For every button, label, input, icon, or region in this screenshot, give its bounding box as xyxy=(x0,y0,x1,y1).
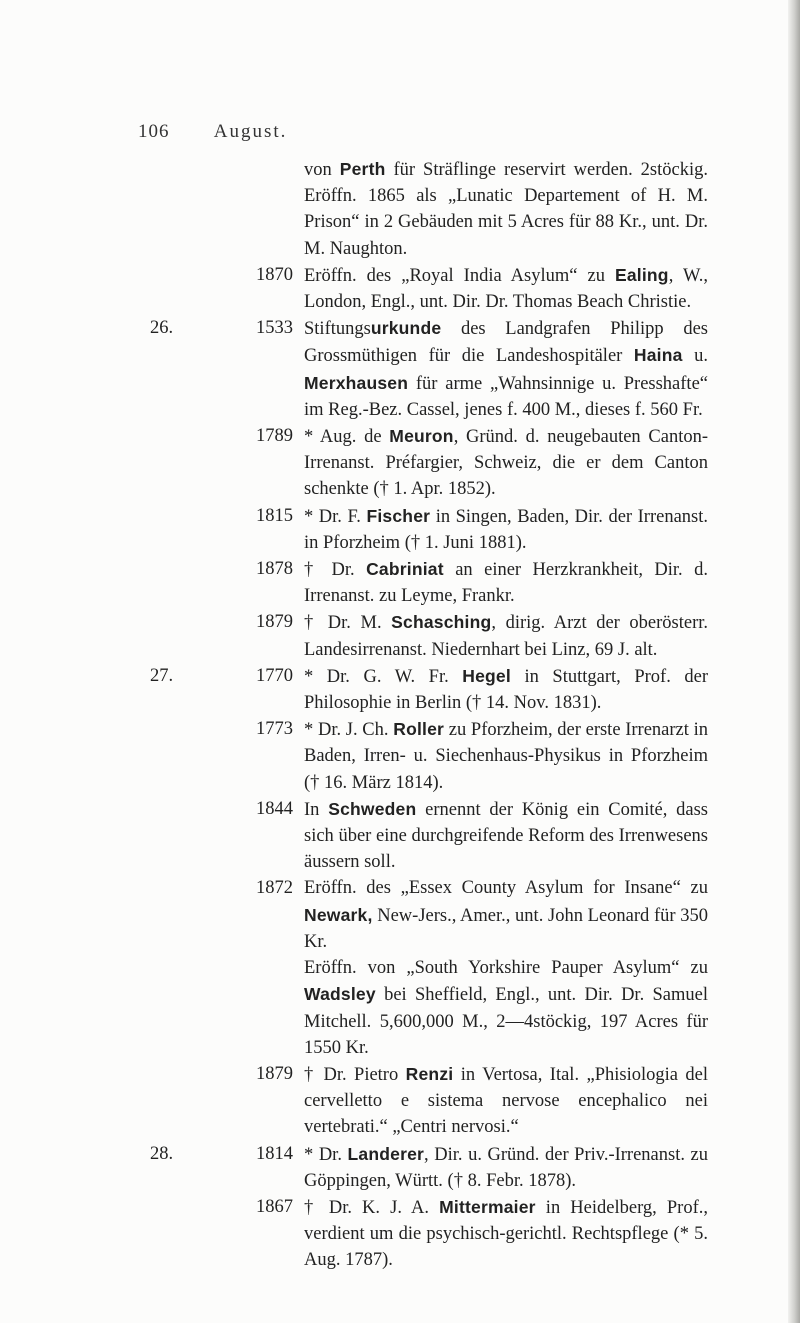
entry xyxy=(0,1141,800,1194)
entry xyxy=(0,423,800,503)
entry-text xyxy=(304,875,708,955)
entry-text-run: † Dr. K. J. A. xyxy=(304,1197,440,1218)
entry-year: 1872 xyxy=(256,878,293,899)
entry-text-run: Eröffn. des „Essex County Asylum for Insane“ zu xyxy=(304,878,708,899)
running-head-month: August. xyxy=(213,121,288,142)
entry-text-run: * Dr. F. xyxy=(304,506,367,527)
entry-text xyxy=(304,556,708,609)
entry-text-run: ernennt der König ein Comité, dass sich über eine durchgreifende Reform des Irrenwesens äussern soll. xyxy=(304,799,708,873)
entry-text-run: * Dr. J. Ch. xyxy=(304,720,394,741)
entry xyxy=(0,315,800,423)
entry-text-run: † Dr. xyxy=(304,560,367,581)
entry-name-highlight: Perth xyxy=(339,159,386,179)
entry-name-highlight: Cabriniat xyxy=(366,559,444,580)
entry-year: 1815 xyxy=(256,505,293,526)
entry-name-highlight: Hegel xyxy=(462,665,511,686)
entry-text-run: bei Sheffield, Engl., unt. Dir. Dr. Samuel Mitchell. 5,600,000 M., 2—4stöckig, 197 Acres für 1550 Kr. xyxy=(304,985,708,1058)
entry-year: 1867 xyxy=(256,1196,293,1217)
entry-text-run: u. xyxy=(682,346,708,367)
entry-year: 1878 xyxy=(256,559,293,580)
entry-name-highlight: Landerer xyxy=(347,1143,425,1164)
entry-name-highlight: Newark, xyxy=(304,904,373,925)
entry-text-run: * Dr. G. W. Fr. xyxy=(304,666,463,687)
entry-text xyxy=(304,1061,708,1141)
entry-text xyxy=(304,955,708,1061)
entry-year: 1789 xyxy=(256,426,293,447)
entry-text xyxy=(304,1194,708,1274)
entry-name-highlight: Schasching xyxy=(391,612,492,633)
entry-text xyxy=(304,663,708,716)
entry-text-run: , Gründ. d. neugebauten Canton-Irrenanst. Préfargier, Schweiz, die er dem Canton schenkte († 1. Apr. 1852). xyxy=(304,427,708,500)
entry-text xyxy=(304,609,708,662)
entry xyxy=(0,262,800,315)
entry-text xyxy=(304,262,708,315)
entry-name-highlight: Ealing xyxy=(614,264,669,285)
entry-year: 1879 xyxy=(256,1063,293,1084)
entry-text-run: † Dr. M. xyxy=(304,613,392,634)
entry-text xyxy=(304,156,708,262)
entry xyxy=(0,556,800,609)
entry-text-run: Eröffn. von „South Yorkshire Pauper Asylum“ zu xyxy=(304,958,708,979)
entry-text-run: zu Pforzheim, der erste Irrenarzt in Baden, Irren- u. Siechenhaus-Physikus in Pforzheim († 16. März 1814). xyxy=(304,720,708,793)
entry-text-run: in Vertosa, Ital. „Phisiologia del cervelletto e sistema nervose encephalico nei vertebrati.“ „Centri nervosi.“ xyxy=(304,1064,708,1138)
entry-text-run: In xyxy=(304,799,329,820)
entry-year: 1814 xyxy=(256,1143,293,1164)
entry-text-run: * Dr. xyxy=(304,1144,348,1165)
entry-year: 1533 xyxy=(256,318,293,339)
page-number: 106 xyxy=(138,121,170,142)
entry-name-highlight: Wadsley xyxy=(304,984,376,1005)
entry-text xyxy=(304,423,708,503)
entry-name-highlight: Mittermaier xyxy=(439,1196,536,1217)
entry-text-run: für Sträflinge reservirt werden. 2stöckig. Eröffn. 1865 als „Lunatic Departement of H. M. Prison“ in 2 Gebäuden mit 5 Acres für 88 Kr., unt. Dr. M. Naughton. xyxy=(304,160,708,259)
chronicle-entries xyxy=(0,156,800,1274)
entry-name-highlight: Haina xyxy=(633,345,683,366)
entry-text-run: in Singen, Baden, Dir. der Irrenanst. in Pforzheim († 1. Juni 1881). xyxy=(304,506,709,553)
entry-text-run: , W., London, Engl., unt. Dir. Dr. Thomas Beach Christie. xyxy=(304,265,709,313)
entry-name-highlight: Merxhausen xyxy=(304,372,409,393)
entry-text-run: von xyxy=(304,160,340,180)
entry xyxy=(0,1194,800,1274)
entry-text-run: † Dr. Pietro xyxy=(304,1064,406,1085)
entry-year: 1844 xyxy=(256,798,293,819)
entry xyxy=(0,663,800,716)
entry xyxy=(0,156,800,262)
entry-text xyxy=(304,716,708,796)
entry-name-highlight: urkunde xyxy=(370,318,442,339)
entry xyxy=(0,716,800,796)
entry-text-run: * Aug. de xyxy=(304,427,390,448)
entry xyxy=(0,1061,800,1141)
entry xyxy=(0,796,800,876)
page-header xyxy=(138,121,287,143)
entry-text-run: Stiftungs xyxy=(304,319,371,340)
entry-text-run: des Landgrafen Philipp des Grossmüthigen für die Landeshospitäler xyxy=(304,319,708,367)
entry-text-run: für arme „Wahnsinnige u. Presshafte“ im Reg.-Bez. Cassel, jenes f. 400 M., dieses f. 560 Fr. xyxy=(304,373,708,420)
entry-text-run: in Heidelberg, Prof., verdient um die psychisch-gerichtl. Rechtspflege (* 5. Aug. 1787). xyxy=(304,1197,708,1271)
entry-text-run: New-Jers., Amer., unt. John Leonard für 350 Kr. xyxy=(304,905,708,952)
entry-year: 1773 xyxy=(256,719,293,740)
entry-day: 28. xyxy=(150,1143,174,1164)
entry-year: 1870 xyxy=(256,264,293,285)
entry-year: 1879 xyxy=(256,612,293,633)
entry-year: 1770 xyxy=(256,665,293,686)
entry-text xyxy=(304,315,708,423)
entry-text-run: Eröffn. des „Royal India Asylum“ zu xyxy=(304,265,615,286)
entry-text-run: in Stuttgart, Prof. der Philosophie in Berlin († 14. Nov. 1831). xyxy=(304,666,709,714)
entry-text-run: , Dir. u. Gründ. der Priv.-Irrenanst. zu Göppingen, Württ. († 8. Febr. 1878). xyxy=(304,1144,709,1191)
entry-day: 27. xyxy=(150,665,174,686)
entry-text xyxy=(304,796,708,876)
entry-text xyxy=(304,1141,708,1194)
entry-text xyxy=(304,503,708,556)
entry-name-highlight: Roller xyxy=(393,719,445,740)
entry xyxy=(0,503,800,556)
entry xyxy=(0,955,800,1061)
entry-text-run: , dirig. Arzt der oberösterr. Landesirrenanst. Niedernhart bei Linz, 69 J. alt. xyxy=(304,613,709,660)
entry-text-run: an einer Herzkrankheit, Dir. d. Irrenanst. zu Leyme, Frankr. xyxy=(304,560,708,607)
entry-day: 26. xyxy=(150,318,174,339)
entry xyxy=(0,875,800,955)
entry-name-highlight: Renzi xyxy=(405,1063,454,1084)
entry-name-highlight: Meuron xyxy=(389,426,454,447)
entry xyxy=(0,609,800,662)
entry-name-highlight: Schweden xyxy=(328,798,417,819)
entry-name-highlight: Fischer xyxy=(366,505,431,526)
